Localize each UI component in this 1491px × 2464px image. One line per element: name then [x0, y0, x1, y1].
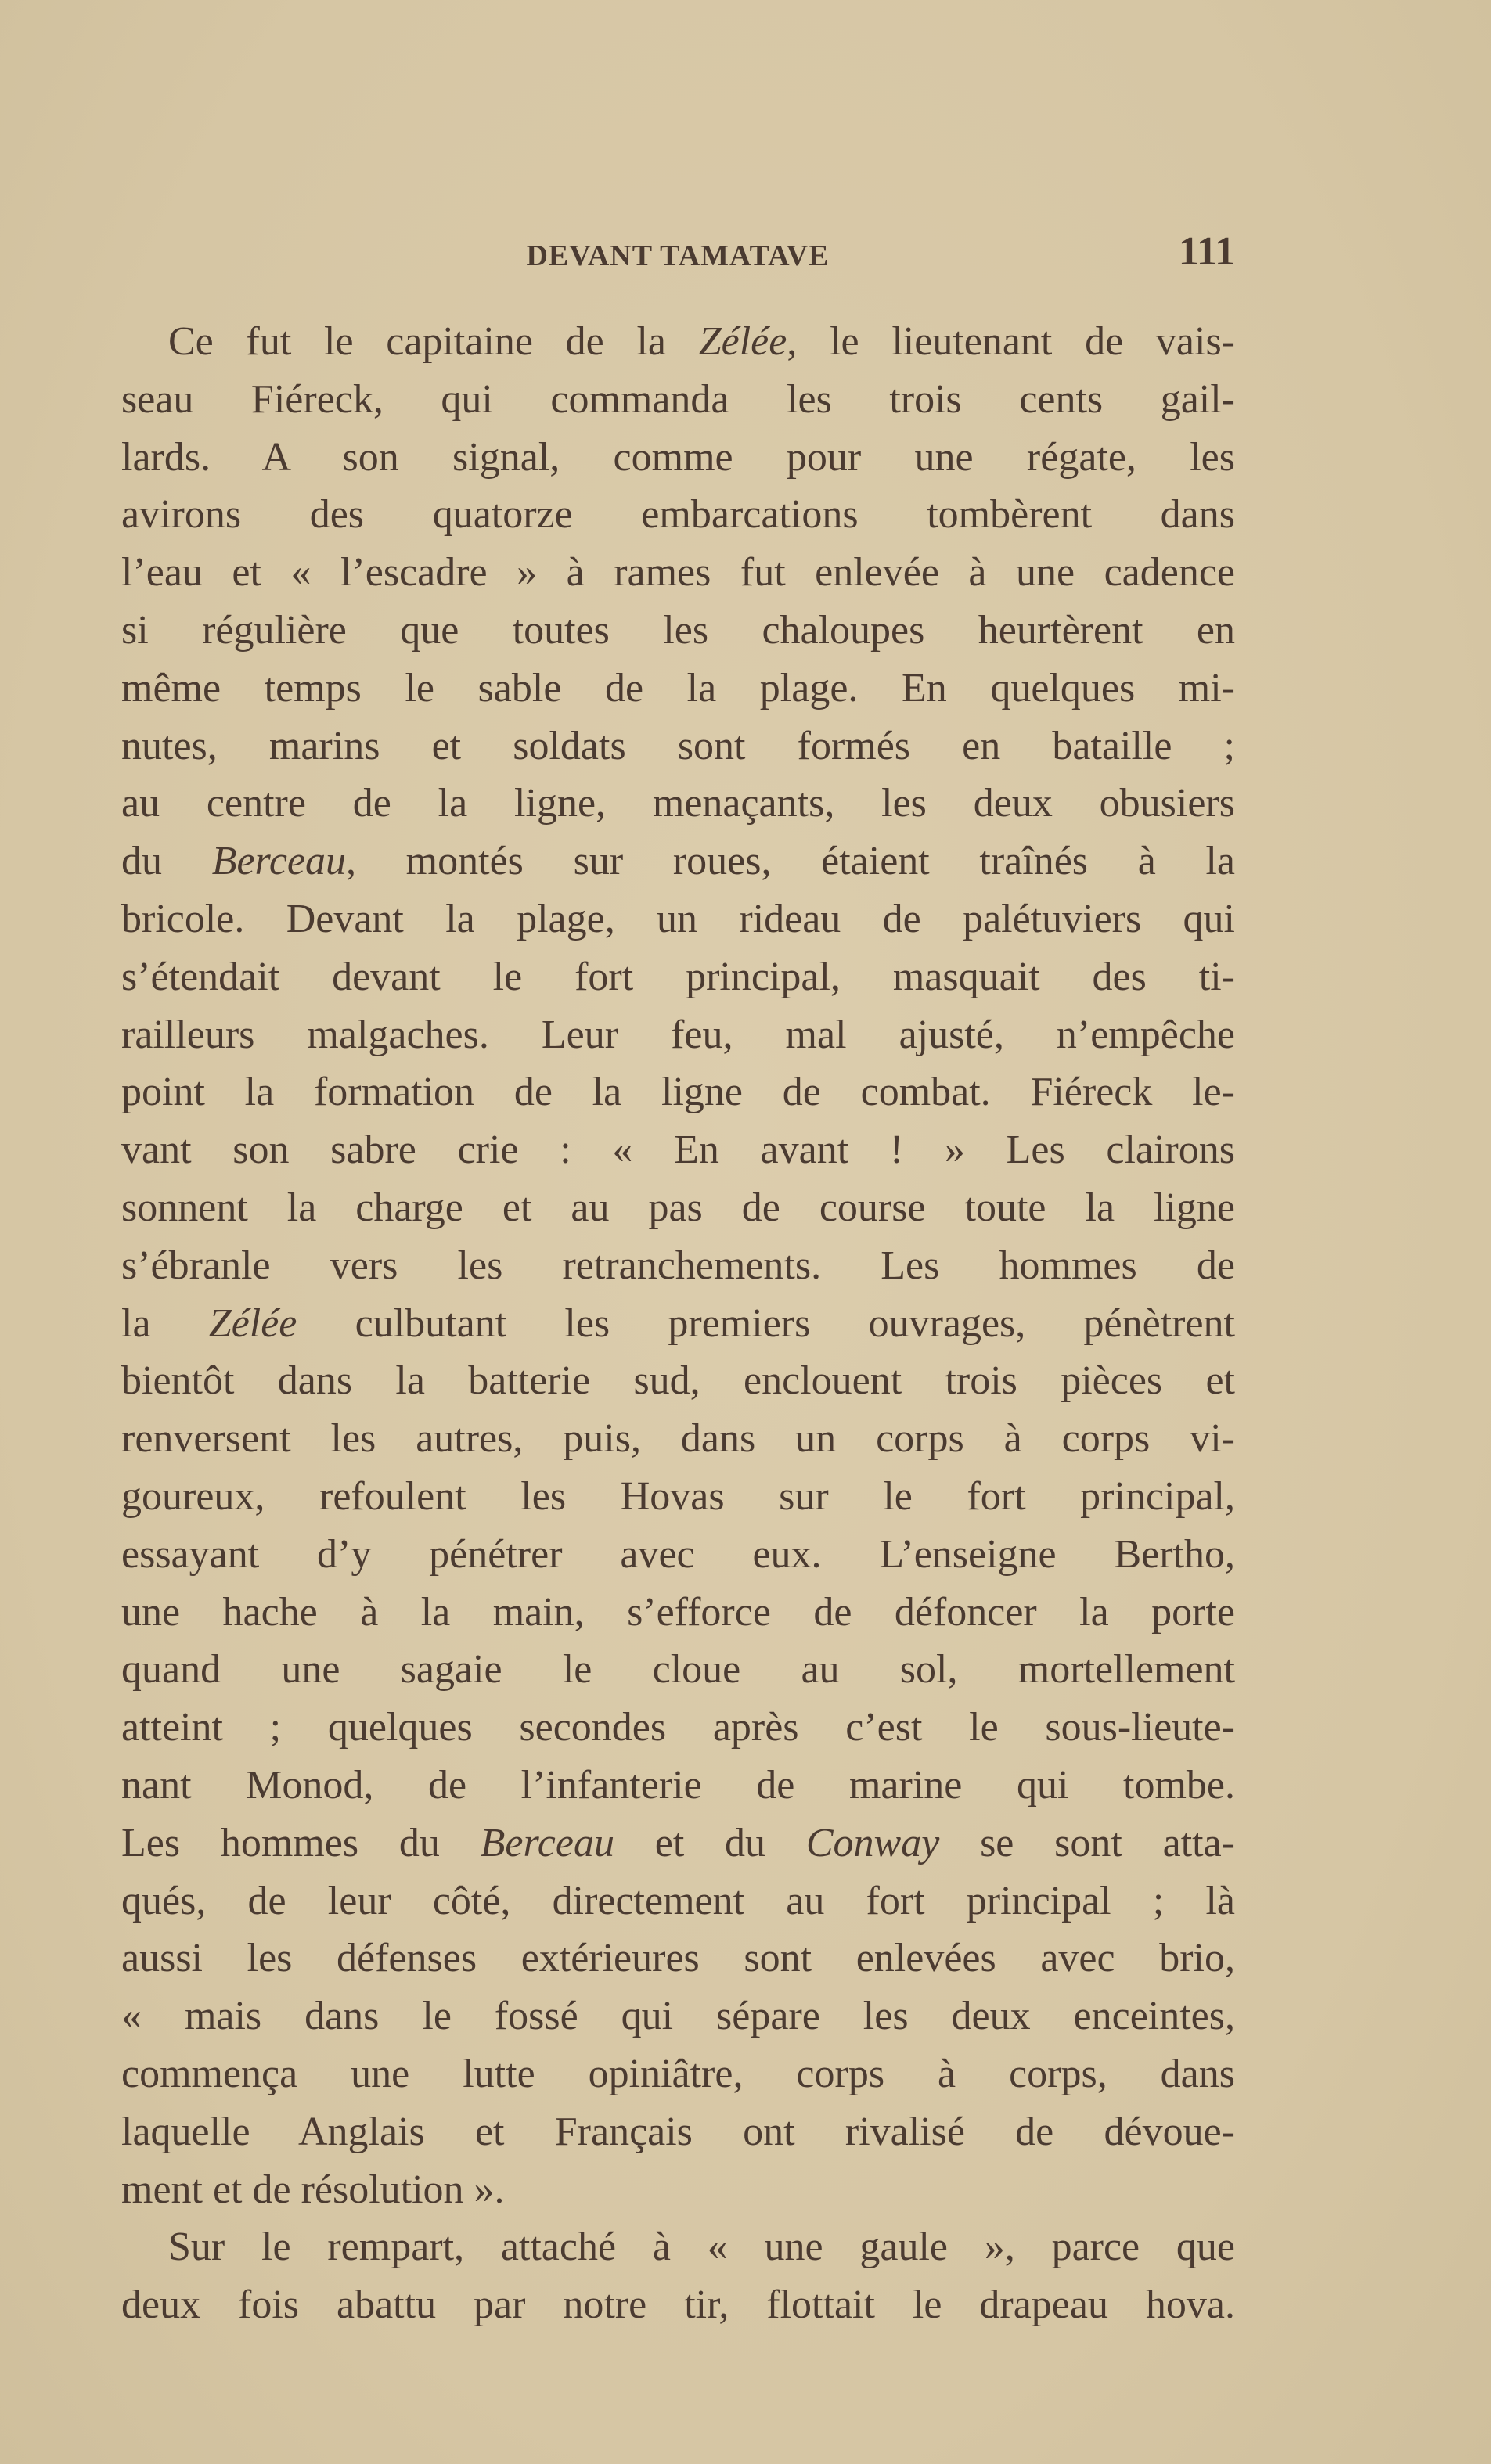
text-line: [121, 1930, 1235, 1987]
text-segment: sonnent la charge et au pas de course toute la ligne: [121, 1185, 1235, 1230]
text-line: [121, 313, 1235, 371]
text-line: [121, 1121, 1235, 1179]
text-line: [121, 1468, 1235, 1526]
text-line: [121, 660, 1235, 718]
text-segment: commença une lutte opiniâtre, corps à corps, dans: [121, 2051, 1235, 2096]
text-segment: goureux, refoulent les Hovas sur le fort principal,: [121, 1473, 1235, 1519]
text-line: [121, 1410, 1235, 1468]
text-line: [121, 2103, 1235, 2161]
text-line: [121, 1757, 1235, 1815]
text-line: [121, 890, 1235, 948]
text-line: [121, 1063, 1235, 1121]
text-line: [121, 1584, 1235, 1642]
text-line: [121, 602, 1235, 660]
page-number: 111: [1178, 229, 1235, 274]
text-line: [121, 1641, 1235, 1699]
text-segment: nant Monod, de l’infanterie de marine qui tombe.: [121, 1762, 1235, 1808]
text-line: [121, 718, 1235, 775]
text-line: [121, 1526, 1235, 1584]
text-segment: railleurs malgaches. Leur feu, mal ajusté, n’empêche: [121, 1012, 1235, 1057]
text-line: [121, 429, 1235, 487]
text-segment: vant son sabre crie : « En avant ! » Les clairons: [121, 1128, 1235, 1173]
text-segment: quand une sagaie le cloue au sol, mortellement: [121, 1647, 1235, 1692]
text-segment: lards. A son signal, comme pour une régate, les: [121, 434, 1235, 480]
text-segment: bientôt dans la batterie sud, enclouent trois pièces et: [121, 1358, 1235, 1404]
text-segment: « mais dans le fossé qui sépare les deux enceintes,: [121, 1994, 1235, 2039]
text-segment: , montés sur roues, étaient traînés à la: [346, 839, 1235, 884]
text-segment: se sont atta-: [939, 1820, 1235, 1865]
italic-ship-name: Conway: [805, 1820, 940, 1865]
text-segment: bricole. Devant la plage, un rideau de palétuviers qui: [121, 896, 1235, 941]
text-line: [121, 1006, 1235, 1064]
text-segment: Ce fut le capitaine de la: [168, 319, 699, 364]
text-segment: Sur le rempart, attaché à « une gaule », parce que: [168, 2225, 1235, 2270]
text-segment: deux fois abattu par notre tir, flottait le drapeau hova.: [121, 2282, 1235, 2328]
text-line: [121, 1987, 1235, 2045]
italic-ship-name: Zélée: [208, 1300, 297, 1346]
text-segment: la: [121, 1300, 209, 1346]
text-segment: même temps le sable de la plage. En quelques mi-: [121, 665, 1235, 710]
text-segment: , le lieutenant de vais-: [787, 319, 1235, 364]
text-segment: une hache à la main, s’efforce de défoncer la porte: [121, 1589, 1235, 1635]
text-segment: au centre de la ligne, menaçants, les deux obusiers: [121, 781, 1235, 826]
italic-ship-name: Berceau: [480, 1820, 614, 1865]
text-line: [121, 1295, 1235, 1353]
text-segment: atteint ; quelques secondes après c’est le sous-lieute-: [121, 1705, 1235, 1750]
text-line: [121, 833, 1235, 890]
text-line: [121, 1179, 1235, 1237]
text-line: [121, 544, 1235, 602]
text-line: [121, 486, 1235, 544]
italic-ship-name: Zélée: [698, 319, 787, 364]
text-line: [121, 1872, 1235, 1930]
body-text: [121, 313, 1235, 2334]
text-line: [121, 2276, 1235, 2334]
text-line: [121, 775, 1235, 833]
text-segment: essayant d’y pénétrer avec eux. L’enseigne Bertho,: [121, 1531, 1235, 1577]
text-line: [121, 1237, 1235, 1295]
text-segment: aussi les défenses extérieures sont enlevées avec brio,: [121, 1936, 1235, 1981]
text-segment: Les hommes du: [121, 1820, 481, 1865]
text-segment: avirons des quatorze embarcations tombèrent dans: [121, 492, 1235, 538]
text-line: [121, 371, 1235, 429]
text-segment: renversent les autres, puis, dans un corps à corps vi-: [121, 1416, 1235, 1462]
running-title: DEVANT TAMATAVE: [526, 239, 830, 272]
text-line: [121, 1815, 1235, 1872]
text-line: [121, 1699, 1235, 1757]
text-line: [121, 948, 1235, 1006]
text-line: [121, 2161, 1235, 2219]
text-segment: l’eau et « l’escadre » à rames fut enlevée à une cadence: [121, 550, 1235, 595]
text-segment: s’ébranle vers les retranchements. Les hommes de: [121, 1243, 1235, 1288]
text-segment: si régulière que toutes les chaloupes heurtèrent en: [121, 607, 1235, 653]
text-line: [121, 1352, 1235, 1410]
italic-ship-name: Berceau: [211, 839, 346, 884]
text-segment: point la formation de la ligne de combat. Fiéreck le-: [121, 1070, 1235, 1115]
text-segment: du: [121, 839, 212, 884]
text-segment: nutes, marins et soldats sont formés en bataille ;: [121, 723, 1235, 768]
text-line: [121, 2218, 1235, 2276]
text-segment: qués, de leur côté, directement au fort principal ; là: [121, 1878, 1235, 1923]
text-segment: laquelle Anglais et Français ont rivalisé de dévoue-: [121, 2109, 1235, 2154]
text-segment: seau Fiéreck, qui commanda les trois cents gail-: [121, 376, 1235, 422]
text-segment: culbutant les premiers ouvrages, pénètrent: [297, 1300, 1235, 1346]
text-segment: ment et de résolution ».: [121, 2167, 505, 2212]
text-line: [121, 2045, 1235, 2103]
text-segment: s’étendait devant le fort principal, masquait des ti-: [121, 954, 1235, 999]
text-segment: et du: [614, 1820, 806, 1865]
